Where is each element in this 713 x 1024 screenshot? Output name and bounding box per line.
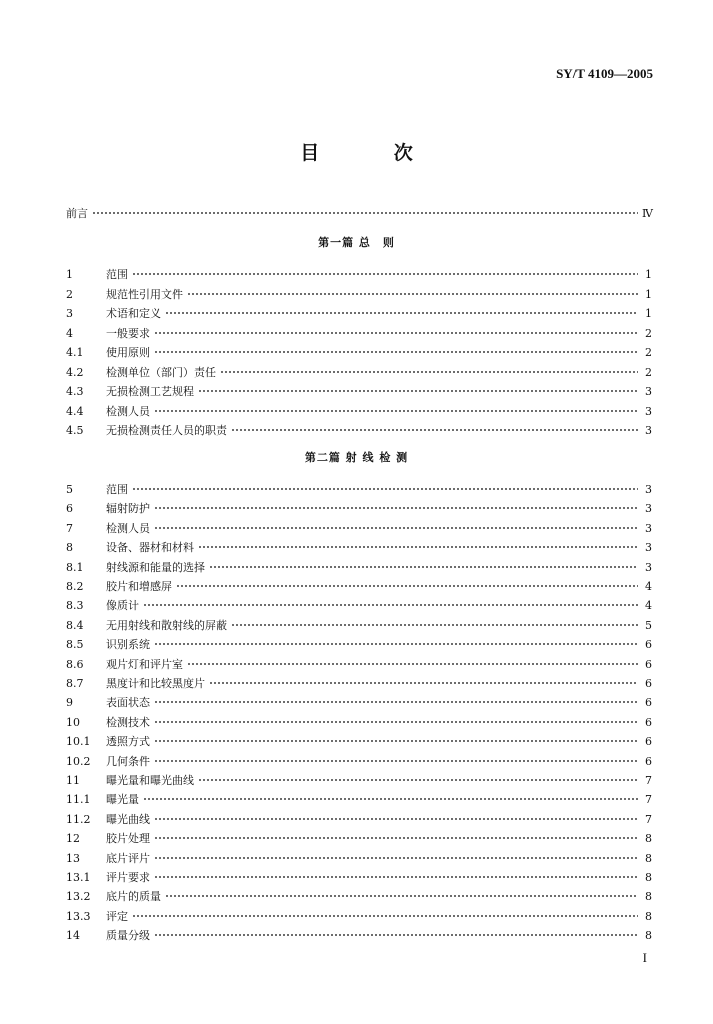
toc-entry[interactable] <box>66 690 652 710</box>
part-heading-1: 第一篇 总 则 <box>318 236 395 249</box>
toc-leader-dots <box>165 301 638 317</box>
toc-entry-title: 曝光量 <box>106 793 139 807</box>
toc-entry[interactable] <box>66 516 652 535</box>
toc-leader-dots <box>154 923 638 939</box>
toc-entry-page: 2 <box>645 346 652 359</box>
toc-leader-dots <box>132 477 638 493</box>
toc-entry[interactable] <box>66 360 652 379</box>
toc-leader-dots <box>154 846 638 862</box>
toc-entry-page: 8 <box>645 890 652 904</box>
toc-entry-number: 8.3 <box>66 599 84 613</box>
toc-entry-number: 8.6 <box>66 657 84 671</box>
toc-entry-title: 无损检测工艺规程 <box>106 385 194 398</box>
toc-entry-title: 术语和定义 <box>106 307 161 320</box>
toc-entry-number: 8.1 <box>66 560 84 574</box>
toc-entry-title: 范围 <box>106 268 128 281</box>
toc-entry-title: 评定 <box>106 909 128 923</box>
toc-leader-dots <box>209 555 638 571</box>
toc-entry[interactable] <box>66 846 652 865</box>
toc-entry-title: 范围 <box>106 483 128 496</box>
toc-entry[interactable] <box>66 923 652 943</box>
toc-entry[interactable] <box>66 807 652 826</box>
toc-entry-number: 8.5 <box>66 638 84 652</box>
toc-leader-dots <box>154 340 638 356</box>
page-title: 目 次 <box>300 142 447 164</box>
toc-entry-page: 6 <box>645 677 652 690</box>
toc-entry-title: 一般要求 <box>106 326 150 340</box>
toc-entry[interactable] <box>66 399 652 418</box>
toc-entry-page: 1 <box>645 307 652 320</box>
toc-entry-number: 12 <box>66 832 80 846</box>
toc-entry-page: 6 <box>645 657 652 671</box>
toc-entry-page: 8 <box>645 871 652 884</box>
toc-entry-page: 3 <box>645 404 652 418</box>
toc-entry-page: 4 <box>645 580 652 593</box>
toc-leader-dots <box>231 613 638 629</box>
toc-entry-title: 像质计 <box>106 599 139 613</box>
toc-entry-page: 7 <box>645 812 652 826</box>
toc-entry[interactable] <box>66 904 652 923</box>
toc-entry-title: 无损检测责任人员的职责 <box>106 424 227 437</box>
toc-entry-title: 前言 <box>66 207 88 220</box>
toc-entry-title: 透照方式 <box>106 735 150 749</box>
standard-code: SY/T 4109—2005 <box>556 66 653 81</box>
toc-entry-title: 识别系统 <box>106 638 150 652</box>
toc-entry-page: 8 <box>645 929 652 943</box>
toc-entry-number: 4.2 <box>66 365 84 379</box>
toc-leader-dots <box>187 652 638 668</box>
toc-entry[interactable] <box>66 652 652 671</box>
toc-entry-title: 曝光曲线 <box>106 812 150 826</box>
toc-entry[interactable] <box>66 535 652 555</box>
toc-entry-title: 评片要求 <box>106 871 150 884</box>
toc-entry-number: 1 <box>66 268 73 281</box>
toc-entry-title: 底片评片 <box>106 851 150 865</box>
toc-entry-title: 胶片处理 <box>106 832 150 846</box>
toc-leader-dots <box>132 904 638 920</box>
toc-entry[interactable] <box>66 768 652 787</box>
toc-entry[interactable] <box>66 477 652 496</box>
toc-entry-title: 检测技术 <box>106 715 150 729</box>
toc-entry-title: 黑度计和比较黑度片 <box>106 677 205 690</box>
toc-entry-title: 胶片和增感屏 <box>106 580 172 593</box>
toc-leader-dots <box>143 593 638 609</box>
toc-entry-number: 11 <box>66 774 80 787</box>
toc-entry-number: 13 <box>66 851 80 865</box>
toc-entry-title: 表面状态 <box>106 696 150 710</box>
toc-entry[interactable] <box>66 379 652 398</box>
toc-entry-page: 3 <box>645 521 652 535</box>
toc-entry-title: 观片灯和评片室 <box>106 657 183 671</box>
toc-entry-number: 4.5 <box>66 424 84 437</box>
toc-entry-number: 8.2 <box>66 580 84 593</box>
toc-leader-dots <box>154 321 638 337</box>
toc-entry-page: 6 <box>645 715 652 729</box>
toc-leader-dots <box>143 787 638 803</box>
toc-entry[interactable] <box>66 710 652 729</box>
toc-entry-page: 6 <box>645 696 652 710</box>
toc-entry-page: 2 <box>645 326 652 340</box>
toc-entry-number: 2 <box>66 287 73 301</box>
toc-entry-page: 2 <box>645 365 652 379</box>
toc-entry-page: 3 <box>645 502 652 516</box>
toc-leader-dots <box>154 807 638 823</box>
part-heading-2: 第二篇 射 线 检 测 <box>304 451 409 464</box>
toc-leader-dots <box>176 574 638 590</box>
toc-entry[interactable] <box>66 749 652 768</box>
toc-entry-number: 4 <box>66 326 73 340</box>
toc-entry-title: 曝光量和曝光曲线 <box>106 774 194 787</box>
toc-entry-number: 13.3 <box>66 909 91 923</box>
toc-entry-title: 规范性引用文件 <box>106 287 183 301</box>
toc-leader-dots <box>154 632 638 648</box>
toc-leader-dots <box>198 535 638 551</box>
toc-entry-preface[interactable] <box>66 201 653 220</box>
toc-leader-dots <box>154 826 638 842</box>
toc-leader-dots <box>154 399 638 415</box>
toc-leader-dots <box>220 360 638 376</box>
toc-entry-page: 8 <box>645 832 652 846</box>
toc-entry-number: 4.3 <box>66 385 84 398</box>
toc-leader-dots <box>187 282 638 298</box>
toc-entry[interactable] <box>66 787 652 807</box>
toc-entry-number: 6 <box>66 502 73 516</box>
toc-entry-page: 6 <box>645 754 652 768</box>
toc-entry-number: 11.2 <box>66 812 91 826</box>
toc-entry-page: 3 <box>645 483 652 496</box>
toc-entry-title: 检测人员 <box>106 404 150 418</box>
toc-entry-page: 7 <box>645 774 652 787</box>
toc-entry[interactable] <box>66 555 652 574</box>
toc-entry[interactable] <box>66 671 652 690</box>
toc-entry[interactable] <box>66 632 652 652</box>
toc-entry[interactable] <box>66 340 652 359</box>
toc-entry-number: 9 <box>66 696 73 710</box>
toc-entry[interactable] <box>66 301 652 320</box>
toc-entry-page: 3 <box>645 541 652 555</box>
toc-entry-page: 7 <box>645 793 652 807</box>
toc-leader-dots <box>132 262 638 278</box>
toc-entry-page: Ⅳ <box>642 207 653 220</box>
toc-entry-page: 3 <box>645 385 652 398</box>
toc-entry-page: 4 <box>645 599 652 613</box>
toc-entry-number: 3 <box>66 307 73 320</box>
toc-entry[interactable] <box>66 496 652 516</box>
toc-entry-number: 11.1 <box>66 793 91 807</box>
page-number: I <box>642 950 647 965</box>
toc-leader-dots <box>154 749 638 765</box>
toc-entry-page: 3 <box>645 560 652 574</box>
toc-entry-number: 7 <box>66 521 73 535</box>
toc-entry-title: 检测人员 <box>106 521 150 535</box>
toc-entry-page: 1 <box>645 287 652 301</box>
toc-entry-title: 辐射防护 <box>106 502 150 516</box>
toc-entry-page: 8 <box>645 851 652 865</box>
toc-leader-dots <box>154 496 638 512</box>
toc-entry-title: 设备、器材和材料 <box>106 541 194 555</box>
toc-entry-number: 14 <box>66 929 80 943</box>
toc-entry[interactable] <box>66 282 652 301</box>
toc-leader-dots <box>154 865 638 881</box>
toc-entry-page: 5 <box>645 618 652 632</box>
toc-entry-page: 6 <box>645 638 652 652</box>
toc-leader-dots <box>154 729 638 745</box>
toc-entry-title: 几何条件 <box>106 754 150 768</box>
toc-entry[interactable] <box>66 865 652 884</box>
toc-entry-title: 无用射线和散射线的屏蔽 <box>106 618 227 632</box>
toc-entry-title: 检测单位（部门）责任 <box>106 365 216 379</box>
toc-entry-page: 8 <box>645 909 652 923</box>
toc-entry-title: 射线源和能量的选择 <box>106 560 205 574</box>
toc-entry[interactable] <box>66 418 652 437</box>
toc-entry[interactable] <box>66 826 652 846</box>
toc-entry-number: 10.1 <box>66 735 91 749</box>
toc-leader-dots <box>154 516 638 532</box>
toc-leader-dots <box>165 884 638 900</box>
toc-entry-number: 8 <box>66 541 73 555</box>
toc-entry[interactable] <box>66 574 652 593</box>
toc-leader-dots <box>231 418 638 434</box>
toc-leader-dots <box>154 710 638 726</box>
toc-entry-number: 10 <box>66 715 80 729</box>
toc-entry-number: 4.4 <box>66 404 84 418</box>
toc-leader-dots <box>198 379 638 395</box>
toc-leader-dots <box>209 671 638 687</box>
toc-entry-page: 3 <box>645 424 652 437</box>
toc-entry-number: 10.2 <box>66 754 91 768</box>
toc-leader-dots <box>198 768 638 784</box>
toc-entry-number: 13.2 <box>66 890 91 904</box>
toc-entry[interactable] <box>66 593 652 613</box>
toc-leader-dots <box>92 201 638 217</box>
toc-entry[interactable] <box>66 321 652 340</box>
toc-entry[interactable] <box>66 613 652 632</box>
toc-entry-title: 底片的质量 <box>106 890 161 904</box>
toc-entry-number: 4.1 <box>66 346 84 359</box>
toc-entry-page: 6 <box>645 735 652 749</box>
toc-leader-dots <box>154 690 638 706</box>
toc-entry-number: 5 <box>66 483 73 496</box>
toc-entry-title: 质量分级 <box>106 929 150 943</box>
toc-entry[interactable] <box>66 262 652 281</box>
toc-entry[interactable] <box>66 884 652 904</box>
toc-entry-page: 1 <box>645 268 652 281</box>
toc-entry-number: 13.1 <box>66 871 91 884</box>
toc-entry-number: 8.7 <box>66 677 84 690</box>
toc-entry-title: 使用原则 <box>106 346 150 359</box>
toc-entry-number: 8.4 <box>66 618 84 632</box>
toc-entry[interactable] <box>66 729 652 749</box>
